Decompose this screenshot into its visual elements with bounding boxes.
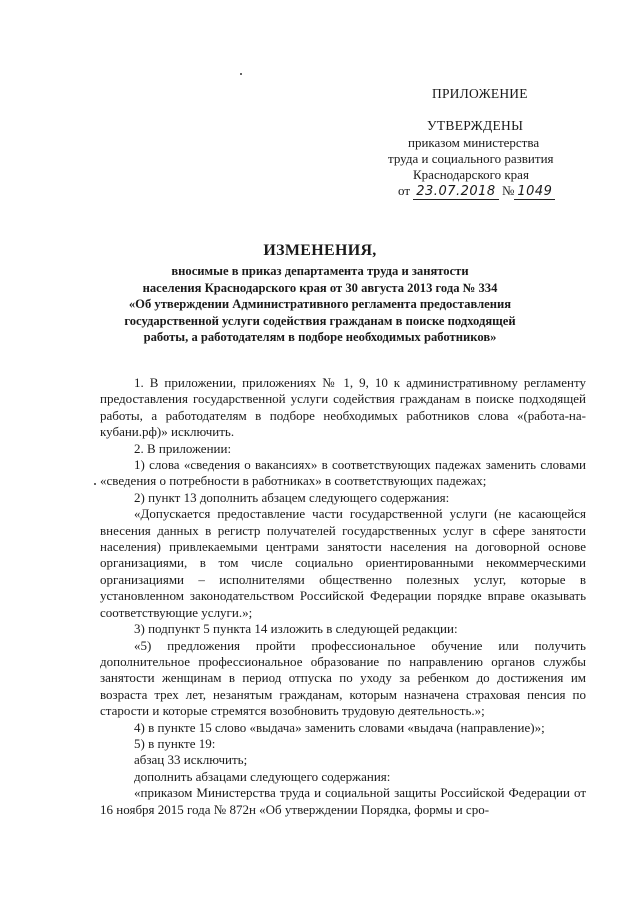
title-line: государственной услуги содействия гражданам в поиске подходящей [124,313,516,328]
approval-line: Краснодарского края [413,167,529,182]
paragraph: «приказом Министерства труда и социальной защиты Российской Федерации от 16 ноября 2015 года № 872н «Об утверждении Порядка, формы и сро- [100,785,586,817]
approval-date: 23.07.2018 [413,185,498,200]
title-line: «Об утверждении Административного регламента предоставления [128,297,512,312]
approval-number: 1049 [514,185,555,200]
paragraph: 5) в пункте 19: [134,735,216,751]
title-line: работы, а работодателям в подборе необходимых работников» [143,330,497,345]
paragraph: абзац 33 исключить; [134,752,248,768]
paragraph: 2) пункт 13 дополнить абзацем следующего содержания: [134,489,450,505]
paragraph: «5) предложения пройти профессиональное обучение или получить дополнительное профессиональное образование по направлению органов службы занятости женщинам в период отпуска по уходу за ребенком до достижения им возраста трех лет, незанятым гражданам, которым назначена страховая пенсия по старости и которые стремятся возобновить трудовую деятельность.»; [100,637,586,719]
approval-line: труда и социального развития [388,151,554,166]
approval-date-line [398,183,555,200]
approved-heading: УТВЕРЖДЕНЫ [427,118,524,133]
scan-speck [240,73,242,75]
paragraph: 1) слова «сведения о вакансиях» в соответствующих падежах заменить словами «сведения о потребности в работниках» в соответствующих падежах; [100,457,586,489]
paragraph: «Допускается предоставление части государственной услуги (не касающейся внесения данных в регистр получателей государственных услуг в сфере занятости населения) привлекаемыми центрами занятости населения на договорной основе организациями, в том числе социально ориентированными некоммерческими организациями – исполнителями общественно полезных услуг, которые в установленном законодательством Российской Федерации порядке вправе оказывать соответствующие услуги.»; [100,506,586,620]
date-prefix: от [398,183,411,198]
paragraph: 3) подпункт 5 пункта 14 изложить в следующей редакции: [134,621,458,637]
paragraph: 4) в пункте 15 слово «выдача» заменить словами «выдача (направление)»; [134,719,545,735]
title-line: населения Краснодарского края от 30 августа 2013 года № 334 [142,280,498,295]
title-main: ИЗМЕНЕНИЯ, [263,242,377,259]
title-line: вносимые в приказ департамента труда и занятости [171,264,469,278]
number-prefix: № [501,183,515,198]
document-body [100,375,586,818]
scan-speck [94,483,96,485]
paragraph: дополнить абзацами следующего содержания: [134,768,391,784]
appendix-heading: ПРИЛОЖЕНИЕ [432,86,528,101]
approval-line: приказом министерства [408,135,540,150]
paragraph: 2. В приложении: [134,440,232,456]
document-title [80,242,560,346]
paragraph: 1. В приложении, приложениях № 1, 9, 10 к административному регламенту предоставления государственной услуги содействия гражданам в поиске подходящей работы, а работодателям в подборе необходимых работников слова «(работа-на-кубани.рф)» исключить. [100,375,586,440]
